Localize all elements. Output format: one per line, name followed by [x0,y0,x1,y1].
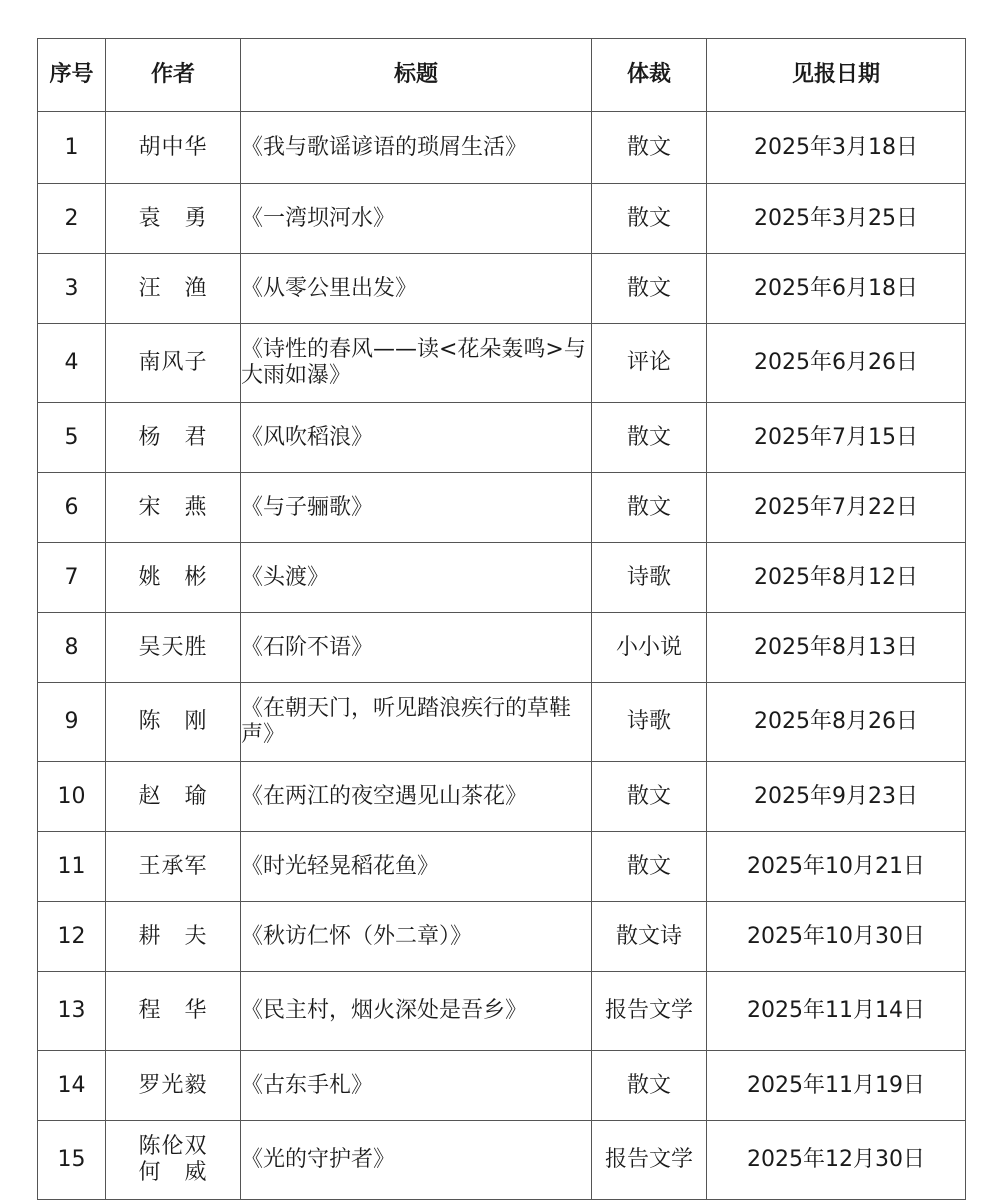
row-num: 8 [38,613,106,683]
row-title: 《我与歌谣谚语的琐屑生活》 [241,112,592,184]
row-author: 汪 渔 [106,254,241,324]
row-date: 2025年3月18日 [707,112,966,184]
row-author: 耕 夫 [106,902,241,972]
row-title: 《在两江的夜空遇见山茶花》 [241,762,592,832]
row-date: 2025年8月26日 [707,683,966,762]
row-author: 胡中华 [106,112,241,184]
row-title: 《古东手札》 [241,1051,592,1121]
row-num: 1 [38,112,106,184]
row-date: 2025年6月18日 [707,254,966,324]
row-genre: 散文 [592,832,707,902]
row-author: 赵 瑜 [106,762,241,832]
row-genre: 散文 [592,762,707,832]
publication-table [37,38,966,1200]
row-title: 《从零公里出发》 [241,254,592,324]
row-author: 陈 刚 [106,683,241,762]
row-date: 2025年7月15日 [707,403,966,473]
row-author-primary: 陈伦双 [138,1134,208,1159]
header-date: 见报日期 [707,39,966,112]
row-title: 《与子骊歌》 [241,473,592,543]
header-title: 标题 [241,39,592,112]
row-num: 5 [38,403,106,473]
row-num: 9 [38,683,106,762]
row-num: 10 [38,762,106,832]
row-title: 《一湾坝河水》 [241,184,592,254]
row-num: 15 [38,1121,106,1200]
row-author: 吴天胜 [106,613,241,683]
table-row [38,324,966,403]
table-row [38,683,966,762]
row-genre: 散文 [592,403,707,473]
table-row [38,403,966,473]
table-row [38,254,966,324]
table-row [38,543,966,613]
row-date: 2025年10月30日 [707,902,966,972]
table-row [38,762,966,832]
row-genre: 小小说 [592,613,707,683]
header-genre: 体裁 [592,39,707,112]
row-num: 6 [38,473,106,543]
row-author: 南风子 [106,324,241,403]
table-row [38,112,966,184]
row-genre: 评论 [592,324,707,403]
row-date: 2025年6月26日 [707,324,966,403]
table-row [38,1121,966,1200]
table-row [38,902,966,972]
row-title: 《风吹稻浪》 [241,403,592,473]
row-title: 《光的守护者》 [241,1121,592,1200]
table-row [38,832,966,902]
table-row [38,1051,966,1121]
row-genre: 报告文学 [592,972,707,1051]
row-author [106,1121,241,1200]
row-genre: 诗歌 [592,543,707,613]
row-date: 2025年8月13日 [707,613,966,683]
row-date: 2025年10月21日 [707,832,966,902]
row-title: 《时光轻晃稻花鱼》 [241,832,592,902]
table-row [38,972,966,1051]
row-author: 程 华 [106,972,241,1051]
row-author: 杨 君 [106,403,241,473]
row-num: 11 [38,832,106,902]
row-date: 2025年9月23日 [707,762,966,832]
row-genre: 散文 [592,1051,707,1121]
row-num: 14 [38,1051,106,1121]
row-title: 《民主村，烟火深处是吾乡》 [241,972,592,1051]
header-row [38,39,966,112]
table-row [38,184,966,254]
row-genre: 散文诗 [592,902,707,972]
row-date: 2025年7月22日 [707,473,966,543]
header-author: 作者 [106,39,241,112]
row-title: 《秋访仁怀（外二章）》 [241,902,592,972]
row-author: 姚 彬 [106,543,241,613]
row-num: 2 [38,184,106,254]
row-num: 13 [38,972,106,1051]
row-author: 王承军 [106,832,241,902]
row-num: 4 [38,324,106,403]
header-num: 序号 [38,39,106,112]
row-date: 2025年11月14日 [707,972,966,1051]
table-row [38,613,966,683]
row-genre: 散文 [592,184,707,254]
row-num: 3 [38,254,106,324]
row-author: 罗光毅 [106,1051,241,1121]
row-num: 12 [38,902,106,972]
row-date: 2025年8月12日 [707,543,966,613]
table-row [38,473,966,543]
row-title: 《石阶不语》 [241,613,592,683]
row-genre: 报告文学 [592,1121,707,1200]
row-date: 2025年3月25日 [707,184,966,254]
row-genre: 散文 [592,112,707,184]
row-genre: 散文 [592,254,707,324]
row-num: 7 [38,543,106,613]
row-title: 《在朝天门，听见踏浪疾行的草鞋声》 [241,683,592,762]
row-date: 2025年11月19日 [707,1051,966,1121]
row-date: 2025年12月30日 [707,1121,966,1200]
row-author: 宋 燕 [106,473,241,543]
row-title: 《头渡》 [241,543,592,613]
row-author-secondary: 何 威 [138,1160,208,1185]
row-genre: 散文 [592,473,707,543]
row-author: 袁 勇 [106,184,241,254]
row-title: 《诗性的春风——读<花朵轰鸣>与大雨如瀑》 [241,324,592,403]
row-genre: 诗歌 [592,683,707,762]
